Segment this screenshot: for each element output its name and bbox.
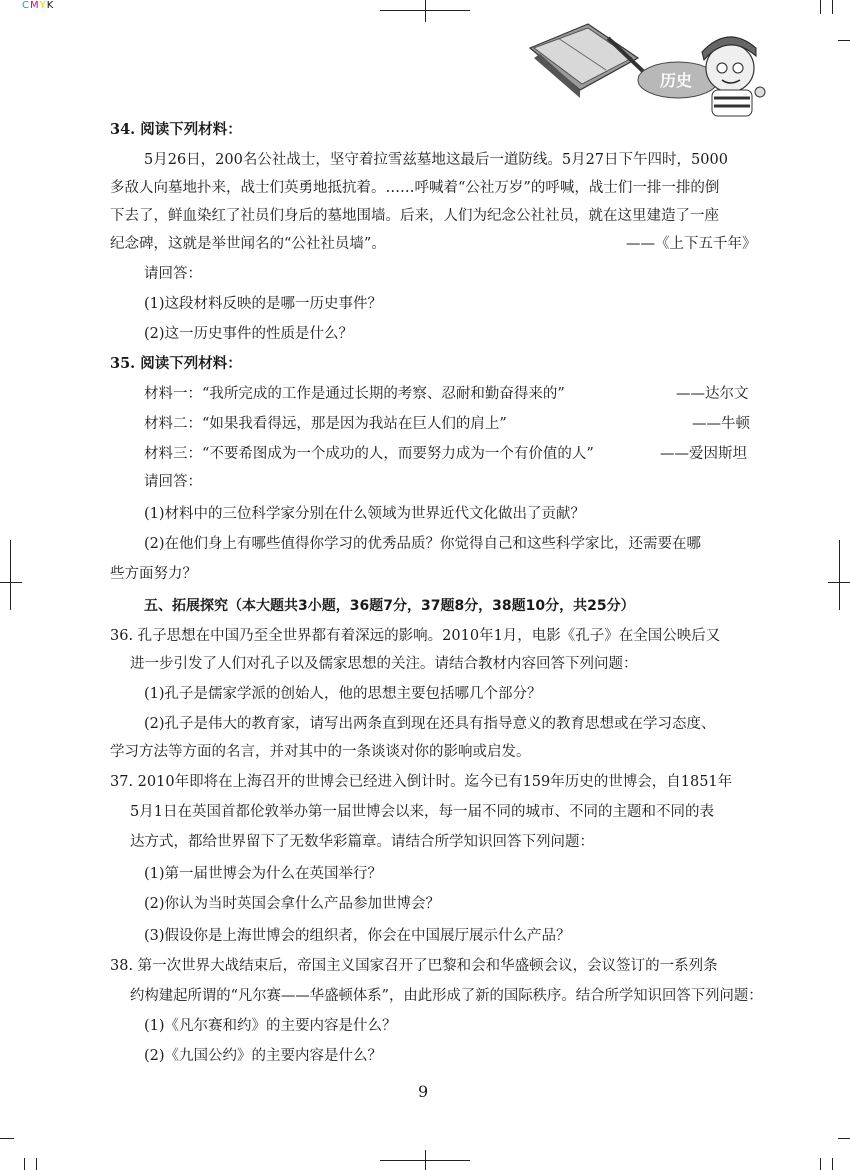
q38-subquestion-1: (1)《凡尔赛和约》的主要内容是什么？ (144, 1018, 397, 1034)
q34-material-line: 下去了，鲜血染红了社员们身后的墓地围墙。后来，人们为纪念公社社员，就在这里建造了一座 (110, 208, 719, 224)
q38-subquestion-2: (2)《九国公约》的主要内容是什么？ (144, 1048, 383, 1064)
q34-subquestion-1: (1)这段材料反映的是哪一历史事件？ (144, 296, 383, 312)
question-34-title: 34. 阅读下列材料： (110, 121, 242, 138)
q34-subquestion-2: (2)这一历史事件的性质是什么？ (144, 326, 354, 342)
q34-source: ——《上下五千年》 (626, 236, 757, 252)
q37-subquestion-3: (3)假设你是上海世博会的组织者，你会在中国展厅展示什么产品？ (144, 928, 571, 944)
question-37-line: 达方式，都给世界留下了无数华彩篇章。请结合所学知识回答下列问题： (130, 834, 594, 850)
q35-material-2: 材料二：“如果我看得远，那是因为我站在巨人们的肩上” (144, 416, 507, 432)
q37-subquestion-2: (2)你认为当时英国会拿什么产品参加世博会？ (144, 896, 441, 912)
q35-material-1: 材料一：“我所完成的工作是通过长期的考察、忍耐和勤奋得来的” (144, 386, 565, 402)
q35-material-1-source: ——达尔文 (676, 386, 749, 402)
question-35-title: 35. 阅读下列材料： (110, 355, 242, 372)
q35-material-3-source: ——爱因斯坦 (660, 446, 747, 462)
q35-subquestion-1: (1)材料中的三位科学家分别在什么领域为世界近代文化做出了贡献？ (144, 506, 586, 522)
q35-subquestion-2: (2)在他们身上有哪些值得你学习的优秀品质？你觉得自己和这些科学家比，还需要在哪 (144, 536, 702, 552)
q36-subquestion-2-cont: 学习方法等方面的名言，并对其中的一条谈谈对你的影响或启发。 (110, 744, 531, 760)
q35-prompt: 请回答： (144, 474, 202, 490)
q35-material-2-source: ——牛顿 (692, 416, 750, 432)
page-number: 9 (418, 1082, 429, 1101)
q35-material-3: 材料三：“不要希图成为一个成功的人，而要努力成为一个有价值的人” (144, 446, 594, 462)
section-5-heading: 五、拓展探究（本大题共3小题，36题7分，37题8分，38题10分，共25分） (144, 598, 635, 614)
q36-subquestion-2: (2)孔子是伟大的教育家，请写出两条直到现在还具有指导意义的教育思想或在学习态度、 (144, 716, 716, 732)
q37-subquestion-1: (1)第一届世博会为什么在英国举行？ (144, 866, 383, 882)
question-37-line: 37. 2010年即将在上海召开的世博会已经进入倒计时。迄今已有159年历史的世博会，自1851年 (110, 774, 733, 790)
q34-material-line: 多敌人向墓地扑来，战士们英勇地抵抗着。……呼喊着“公社万岁”的呼喊，战士们一排一排的倒 (110, 180, 720, 196)
q35-subquestion-2-cont: 些方面努力？ (110, 566, 197, 582)
q36-subquestion-1: (1)孔子是儒家学派的创始人，他的思想主要包括哪几个部分？ (144, 686, 542, 702)
svg-text:历史: 历史 (660, 71, 693, 90)
question-37-line: 5月1日在英国首都伦敦举办第一届世博会以来，每一届不同的城市、不同的主题和不同的表 (130, 804, 714, 820)
question-36-line: 进一步引发了人们对孔子以及儒家思想的关注。请结合教材内容回答下列问题： (130, 656, 638, 672)
cmyk-color-bar: CMYK (22, 0, 55, 11)
question-38-line: 约构建起所谓的“凡尔赛——华盛顿体系”，由此形成了新的国际秩序。结合所学知识回答下列问题： (130, 988, 763, 1004)
q34-material-line: 纪念碑，这就是举世闻名的“公社社员墙”。 (110, 236, 386, 252)
question-36-line: 36. 孔子思想在中国乃至全世界都有着深远的影响。2010年1月，电影《孔子》在全国公映后又 (110, 628, 721, 644)
q34-material-line: 5月26日，200名公社战士，坚守着拉雪兹墓地这最后一道防线。5月27日下午四时，5000 (144, 152, 728, 168)
q34-prompt: 请回答： (144, 266, 202, 282)
question-38-line: 38. 第一次世界大战结束后，帝国主义国家召开了巴黎和会和华盛顿会议，会议签订的一系列条 (110, 958, 718, 974)
